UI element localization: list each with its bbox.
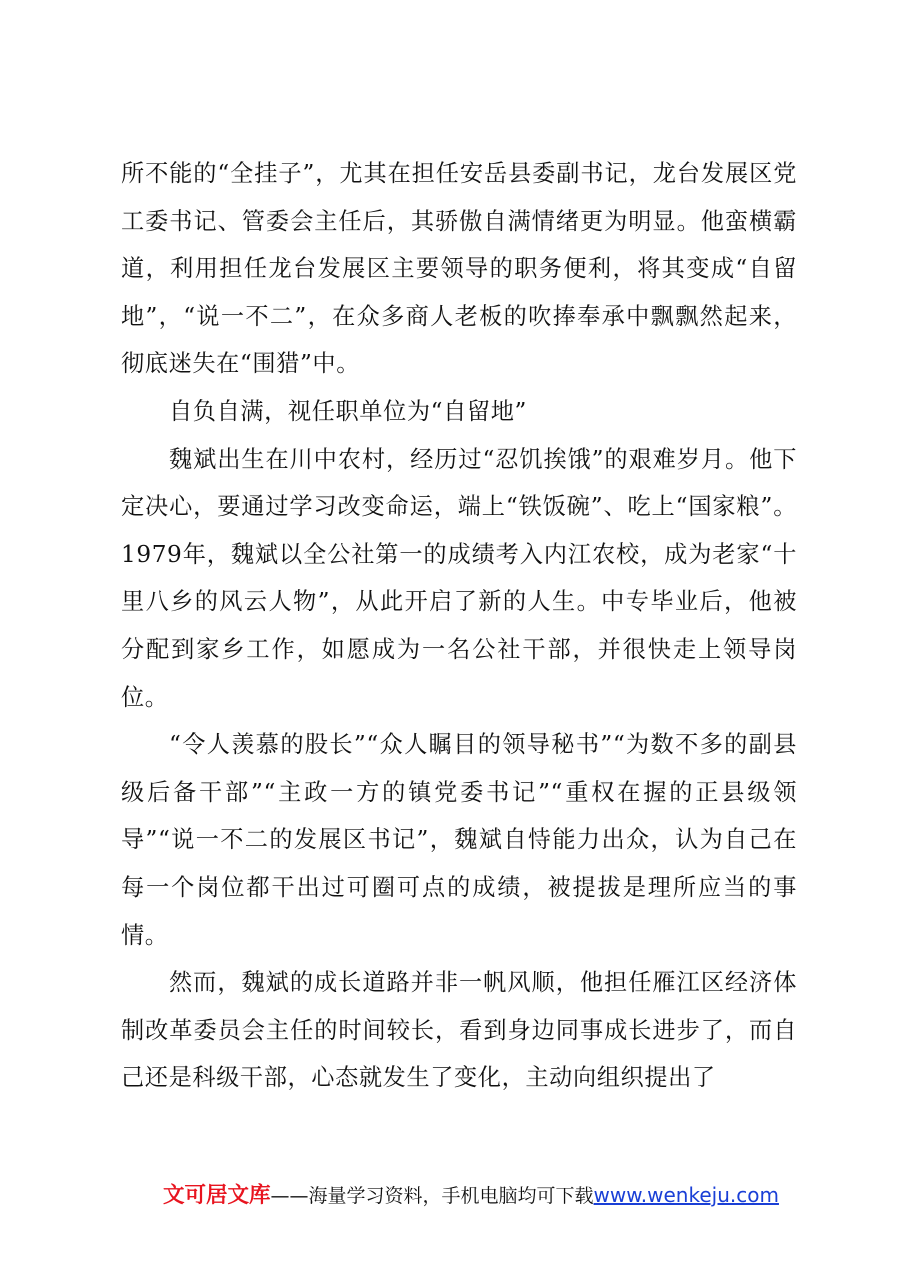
section-heading: 自负自满，视任职单位为“自留地” [169,397,527,425]
footer-tagline: 海量学习资料，手机电脑均可下载 [308,1185,594,1207]
paragraph-turning-point: 然而，魏斌的成长道路并非一帆风顺，他担任雁江区经济体制改革委员会主任的时间较长，看到身边同事成长进步了，而自己还是科级干部，心态就发生了变化，主动向组织提出了 [121,969,797,1092]
page-footer [163,1180,779,1211]
paragraph-background: 魏斌出生在川中农村，经历过“忍饥挨饿”的艰难岁月。他下定决心，要通过学习改变命运，端上“铁饭碗”、吃上“国家粮”。1979年，魏斌以全公社第一的成绩考入内江农校，成为老家“十里八乡的风云人物”，从此开启了新的人生。中专毕业后，他被分配到家乡工作，如愿成为一名公社干部，并很快走上领导岗位。 [121,445,797,711]
paragraph-career: “令人羡慕的股长”“众人瞩目的领导秘书”“为数不多的副县级后备干部”“主政一方的镇党委书记”“重权在握的正县级领导”“说一不二的发展区书记”，魏斌自恃能力出众，认为自己在每一个岗位都干出过可圈可点的成绩，被提拔是理所应当的事情。 [121,731,797,949]
footer-dash: —— [270,1185,309,1207]
article-body [121,150,797,1102]
footer-brand: 文可居文库 [163,1183,271,1208]
paragraph-continuation: 所不能的“全挂子”，尤其在担任安岳县委副书记，龙台发展区党工委书记、管委会主任后，其骄傲自满情绪更为明显。他蛮横霸道，利用担任龙台发展区主要领导的职务便利，将其变成“自留地”，“说一不二”，在众多商人老板的吹捧奉承中飘飘然起来，彻底迷失在“围猎”中。 [121,160,797,378]
footer-website-link[interactable]: www.wenkeju.com [593,1183,779,1207]
